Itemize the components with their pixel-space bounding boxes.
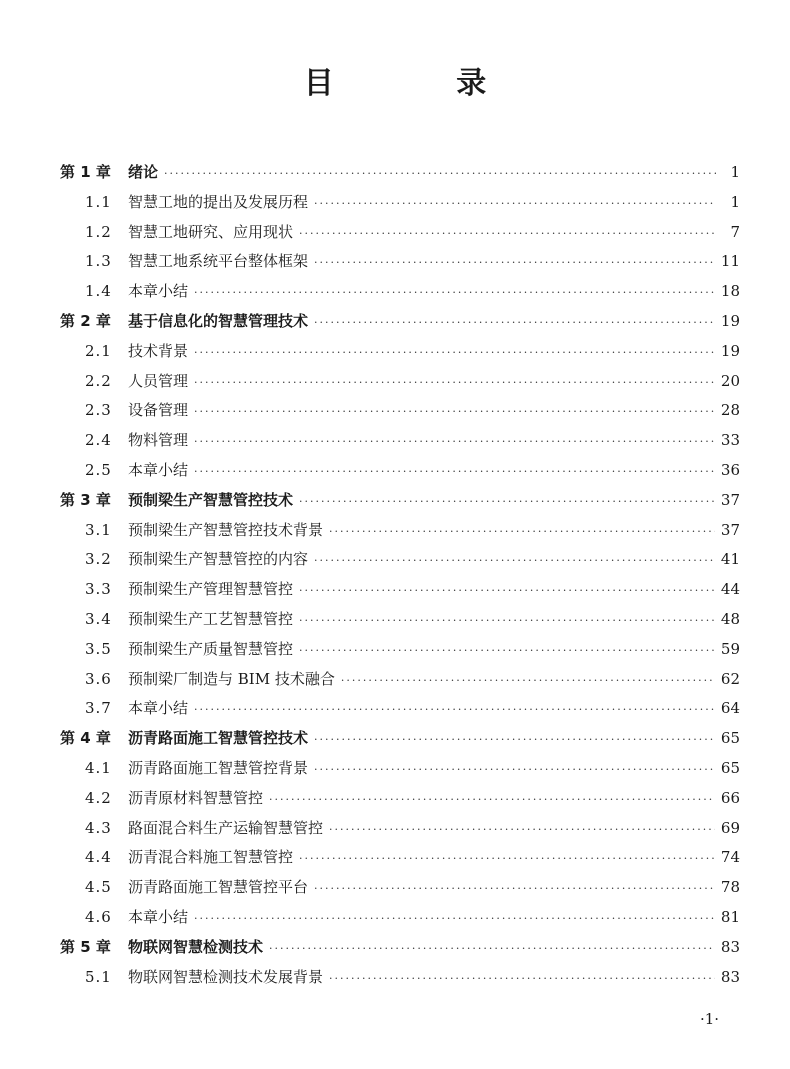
entry-number: 4.4 [85, 848, 112, 867]
entry-title: 物料管理 [128, 431, 189, 450]
entry-title: 物联网智慧检测技术 [128, 937, 264, 956]
toc-chapter-entry[interactable] [60, 307, 740, 337]
entry-number: 3.1 [85, 520, 112, 539]
dot-leader [299, 606, 715, 636]
entry-number: 1.3 [85, 252, 112, 271]
dot-leader [269, 934, 715, 964]
entry-number: 3.6 [85, 669, 112, 688]
entry-title: 技术背景 [128, 341, 189, 360]
toc-section-entry[interactable] [60, 396, 740, 426]
entry-page: 37 [720, 490, 740, 509]
entry-page: 65 [720, 729, 740, 748]
toc-section-entry[interactable] [60, 843, 740, 873]
entry-number: 3.4 [85, 609, 112, 628]
entry-title: 路面混合料生产运输智慧管控 [128, 818, 324, 837]
toc-section-entry[interactable] [60, 784, 740, 814]
entry-number: 2.1 [85, 341, 112, 360]
entry-page: 1 [730, 192, 740, 211]
dot-leader [341, 666, 715, 696]
entry-title: 预制梁生产工艺智慧管控 [128, 609, 294, 628]
toc-section-entry[interactable] [60, 903, 740, 933]
entry-title: 预制梁生产智慧管控技术 [128, 490, 294, 509]
entry-title: 本章小结 [128, 699, 189, 718]
entry-number: 第 1 章 [60, 163, 111, 181]
toc-section-entry[interactable] [60, 516, 740, 546]
entry-number: 2.3 [85, 401, 112, 420]
entry-title: 物联网智慧检测技术发展背景 [128, 967, 324, 986]
entry-number: 4.2 [85, 788, 112, 807]
toc-section-entry[interactable] [60, 218, 740, 248]
toc-section-entry[interactable] [60, 456, 740, 486]
entry-title: 沥青原材料智慧管控 [128, 788, 264, 807]
entry-page: 81 [720, 907, 740, 926]
toc-chapter-entry[interactable] [60, 486, 740, 516]
entry-title: 预制梁生产质量智慧管控 [128, 639, 294, 658]
entry-number: 第 2 章 [60, 311, 111, 330]
dot-leader [314, 189, 716, 219]
dot-leader [314, 308, 715, 338]
entry-page: 28 [720, 401, 740, 420]
entry-number: 4.3 [85, 818, 112, 837]
entry-page: 48 [720, 609, 740, 628]
entry-title: 设备管理 [128, 401, 189, 420]
toc-section-entry[interactable] [60, 277, 740, 307]
dot-leader [314, 725, 715, 755]
entry-page: 41 [720, 550, 740, 569]
table-of-contents [60, 158, 740, 992]
entry-title: 人员管理 [128, 371, 189, 390]
entry-title: 沥青路面施工智慧管控技术 [128, 729, 309, 748]
dot-leader [164, 159, 716, 189]
toc-chapter-entry[interactable] [60, 158, 740, 188]
entry-number: 4.6 [85, 907, 112, 926]
entry-page: 11 [720, 252, 740, 271]
page-number: ·1· [700, 1010, 720, 1028]
dot-leader [194, 278, 715, 308]
entry-title: 沥青路面施工智慧管控背景 [128, 758, 309, 777]
entry-title: 本章小结 [128, 460, 189, 479]
entry-page: 66 [720, 788, 740, 807]
entry-page: 83 [720, 967, 740, 986]
entry-page: 62 [720, 669, 740, 688]
entry-number: 3.5 [85, 639, 112, 658]
dot-leader [329, 964, 715, 994]
toc-section-entry[interactable] [60, 873, 740, 903]
entry-page: 37 [720, 520, 740, 539]
dot-leader [269, 785, 715, 815]
entry-page: 7 [730, 222, 740, 241]
entry-number: 2.4 [85, 431, 112, 450]
dot-leader [299, 487, 715, 517]
entry-title: 基于信息化的智慧管理技术 [128, 311, 309, 330]
dot-leader [299, 844, 715, 874]
entry-title: 智慧工地的提出及发展历程 [128, 192, 309, 211]
entry-page: 78 [720, 878, 740, 897]
entry-title: 预制梁厂制造与 BIM 技术融合 [128, 669, 335, 688]
entry-page: 64 [720, 699, 740, 718]
entry-number: 3.3 [85, 580, 112, 599]
dot-leader [314, 874, 715, 904]
dot-leader [194, 904, 715, 934]
page-title: 目 录 [303, 66, 543, 101]
entry-number: 1.1 [85, 192, 112, 211]
toc-section-entry[interactable] [60, 694, 740, 724]
dot-leader [194, 338, 715, 368]
entry-number: 1.2 [85, 222, 112, 241]
toc-section-entry[interactable] [60, 337, 740, 367]
toc-section-entry[interactable] [60, 754, 740, 784]
entry-title: 智慧工地研究、应用现状 [128, 222, 294, 241]
dot-leader [194, 397, 715, 427]
entry-page: 44 [720, 580, 740, 599]
toc-section-entry[interactable] [60, 188, 740, 218]
toc-section-entry[interactable] [60, 426, 740, 456]
entry-title: 预制梁生产管理智慧管控 [128, 580, 294, 599]
entry-number: 3.7 [85, 699, 112, 718]
dot-leader [299, 636, 715, 666]
entry-number: 2.5 [85, 460, 112, 479]
entry-number: 第 3 章 [60, 490, 111, 509]
entry-page: 33 [720, 431, 740, 450]
entry-page: 36 [720, 460, 740, 479]
entry-number: 3.2 [85, 550, 112, 569]
toc-section-entry[interactable] [60, 963, 740, 993]
entry-number: 4.1 [85, 758, 112, 777]
dot-leader [299, 576, 715, 606]
toc-section-entry[interactable] [60, 665, 740, 695]
toc-section-entry[interactable] [60, 575, 740, 605]
entry-title: 本章小结 [128, 907, 189, 926]
entry-page: 83 [720, 937, 740, 956]
dot-leader [194, 427, 715, 457]
entry-number: 2.2 [85, 371, 112, 390]
entry-page: 18 [720, 282, 740, 301]
toc-chapter-entry[interactable] [60, 724, 740, 754]
entry-number: 第 5 章 [60, 937, 111, 956]
toc-section-entry[interactable] [60, 367, 740, 397]
entry-title: 本章小结 [128, 282, 189, 301]
entry-page: 59 [720, 639, 740, 658]
dot-leader [299, 219, 716, 249]
dot-leader [314, 248, 715, 278]
entry-page: 65 [720, 758, 740, 777]
entry-page: 20 [720, 371, 740, 390]
entry-title: 预制梁生产智慧管控的内容 [128, 550, 309, 569]
entry-page: 19 [720, 311, 740, 330]
entry-title: 预制梁生产智慧管控技术背景 [128, 520, 324, 539]
toc-section-entry[interactable] [60, 545, 740, 575]
toc-chapter-entry[interactable] [60, 933, 740, 963]
toc-section-entry[interactable] [60, 635, 740, 665]
entry-page: 19 [720, 341, 740, 360]
entry-title: 智慧工地系统平台整体框架 [128, 252, 309, 271]
dot-leader [194, 368, 715, 398]
entry-number: 4.5 [85, 878, 112, 897]
entry-number: 第 4 章 [60, 729, 111, 748]
entry-page: 74 [720, 848, 740, 867]
entry-title: 沥青混合料施工智慧管控 [128, 848, 294, 867]
dot-leader [314, 755, 715, 785]
dot-leader [329, 517, 715, 547]
entry-number: 1.4 [85, 282, 112, 301]
entry-number: 5.1 [85, 967, 112, 986]
dot-leader [329, 815, 715, 845]
entry-page: 1 [730, 163, 740, 181]
toc-section-entry[interactable] [60, 247, 740, 277]
dot-leader [314, 546, 715, 576]
toc-section-entry[interactable] [60, 605, 740, 635]
dot-leader [194, 457, 715, 487]
toc-section-entry[interactable] [60, 814, 740, 844]
dot-leader [194, 695, 715, 725]
entry-title: 沥青路面施工智慧管控平台 [128, 878, 309, 897]
entry-page: 69 [720, 818, 740, 837]
entry-title: 绪论 [128, 163, 159, 181]
